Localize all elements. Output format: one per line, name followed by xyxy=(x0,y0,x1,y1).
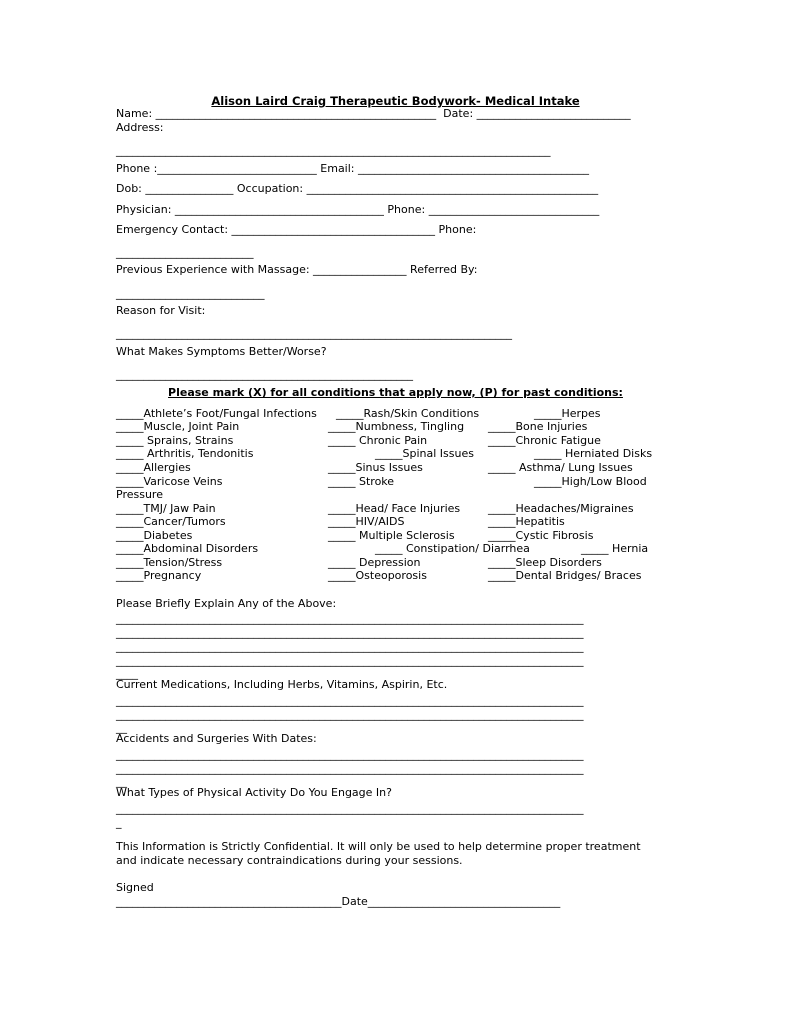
reason-label: Reason for Visit: xyxy=(116,304,206,317)
condition-item[interactable]: _____ Herniated Disks xyxy=(534,447,653,460)
condition-item[interactable]: _____ Constipation/ Diarrhea xyxy=(375,542,530,555)
dob-occupation-field[interactable]: Dob: ________________ Occupation: _____________________________________________________ xyxy=(116,182,599,195)
condition-item[interactable]: _____High/Low Blood xyxy=(534,475,647,488)
condition-item[interactable]: _____Chronic Fatigue xyxy=(488,434,601,447)
explain-line-3[interactable]: _____________________________________________________________________________________ xyxy=(116,640,584,653)
previous-experience-field[interactable]: Previous Experience with Massage: _________________ Referred By: xyxy=(116,263,478,276)
condition-item[interactable]: _____Rash/Skin Conditions xyxy=(336,407,480,420)
accidents-line-1[interactable]: _____________________________________________________________________________________ xyxy=(116,748,584,761)
confidential-line-1: This Information is Strictly Confidential. It will only be used to help determine proper treatment xyxy=(116,840,641,853)
referred-by-field[interactable]: ___________________________ xyxy=(116,287,265,300)
condition-item[interactable]: _____ Stroke xyxy=(328,475,395,488)
accidents-line-2[interactable]: _____________________________________________________________________________________ xyxy=(116,762,584,775)
explain-line-4[interactable]: _____________________________________________________________________________________ xyxy=(116,654,584,667)
condition-item[interactable]: _____Bone Injuries xyxy=(488,420,588,433)
medications-label: Current Medications, Including Herbs, Vitamins, Aspirin, Etc. xyxy=(116,678,448,691)
condition-item: Pressure xyxy=(116,488,163,501)
condition-item[interactable]: _____Athlete’s Foot/Fungal Infections xyxy=(116,407,317,420)
phone-email-field[interactable]: Phone :_____________________________ Email: __________________________________________ xyxy=(116,162,589,175)
conditions-heading: Please mark (X) for all conditions that apply now, (P) for past conditions: xyxy=(168,386,623,399)
emergency-contact-field[interactable]: Emergency Contact: _____________________________________ Phone: xyxy=(116,223,477,236)
condition-item[interactable]: _____Allergies xyxy=(116,461,191,474)
reason-field[interactable]: ________________________________________________________________________ xyxy=(116,327,512,340)
explain-line-tail[interactable]: ____ xyxy=(116,667,138,680)
activity-line-1[interactable]: _____________________________________________________________________________________ xyxy=(116,802,584,815)
activity-label: What Types of Physical Activity Do You Engage In? xyxy=(116,786,392,799)
condition-item[interactable]: _____Hepatitis xyxy=(488,515,565,528)
condition-item[interactable]: _____HIV/AIDS xyxy=(328,515,405,528)
condition-item[interactable]: _____ Hernia xyxy=(581,542,649,555)
condition-item[interactable]: _____Abdominal Disorders xyxy=(116,542,259,555)
condition-item[interactable]: _____Cystic Fibrosis xyxy=(488,529,594,542)
condition-item[interactable]: _____ Multiple Sclerosis xyxy=(328,529,455,542)
condition-item[interactable]: _____Sinus Issues xyxy=(328,461,423,474)
condition-item[interactable]: _____Pregnancy xyxy=(116,569,202,582)
condition-item[interactable]: _____Muscle, Joint Pain xyxy=(116,420,240,433)
condition-item[interactable]: _____Varicose Veins xyxy=(116,475,223,488)
condition-item[interactable]: _____Dental Bridges/ Braces xyxy=(488,569,642,582)
condition-item[interactable]: _____ Sprains, Strains xyxy=(116,434,234,447)
condition-item[interactable]: _____Tension/Stress xyxy=(116,556,223,569)
condition-item[interactable]: _____ Depression xyxy=(328,556,421,569)
condition-item[interactable]: _____Numbness, Tingling xyxy=(328,420,465,433)
form-title: Alison Laird Craig Therapeutic Bodywork- Medical Intake xyxy=(211,94,580,108)
explain-line-2[interactable]: _____________________________________________________________________________________ xyxy=(116,626,584,639)
condition-item[interactable]: _____Herpes xyxy=(534,407,601,420)
signature-date-field[interactable]: _________________________________________Date___________________________________ xyxy=(116,895,561,908)
explain-label: Please Briefly Explain Any of the Above: xyxy=(116,597,337,610)
address-field[interactable]: _______________________________________________________________________________ xyxy=(116,144,551,157)
condition-item[interactable]: _____Diabetes xyxy=(116,529,193,542)
condition-item[interactable]: _____Cancer/Tumors xyxy=(116,515,226,528)
condition-item[interactable]: _____ Asthma/ Lung Issues xyxy=(488,461,633,474)
accidents-line-tail[interactable]: __ xyxy=(116,775,127,788)
condition-item[interactable]: _____ Arthritis, Tendonitis xyxy=(116,447,254,460)
condition-item[interactable]: _____TMJ/ Jaw Pain xyxy=(116,502,216,515)
symptoms-field[interactable]: ______________________________________________________ xyxy=(116,368,413,381)
address-label: Address: xyxy=(116,121,164,134)
signed-label: Signed xyxy=(116,881,154,894)
medications-line-2[interactable]: _____________________________________________________________________________________ xyxy=(116,708,584,721)
medications-line-1[interactable]: _____________________________________________________________________________________ xyxy=(116,694,584,707)
condition-item[interactable]: _____Head/ Face Injuries xyxy=(328,502,461,515)
physician-phone-field[interactable]: Physician: ______________________________________ Phone: _______________________________ xyxy=(116,203,600,216)
name-date-field[interactable]: Name: ___________________________________________________ Date: ____________________________ xyxy=(116,107,631,120)
confidential-line-2: and indicate necessary contraindications during your sessions. xyxy=(116,854,463,867)
condition-item[interactable]: _____Sleep Disorders xyxy=(488,556,602,569)
activity-line-tail[interactable]: _ xyxy=(116,816,122,829)
medications-line-tail[interactable]: __ xyxy=(116,721,127,734)
symptoms-label: What Makes Symptoms Better/Worse? xyxy=(116,345,327,358)
condition-item[interactable]: _____Headaches/Migraines xyxy=(488,502,634,515)
condition-item[interactable]: _____ Chronic Pain xyxy=(328,434,428,447)
accidents-label: Accidents and Surgeries With Dates: xyxy=(116,732,317,745)
condition-item[interactable]: _____Osteoporosis xyxy=(328,569,427,582)
emergency-phone-field[interactable]: _________________________ xyxy=(116,246,254,259)
explain-line-1[interactable]: _____________________________________________________________________________________ xyxy=(116,612,584,625)
condition-item[interactable]: _____Spinal Issues xyxy=(375,447,474,460)
